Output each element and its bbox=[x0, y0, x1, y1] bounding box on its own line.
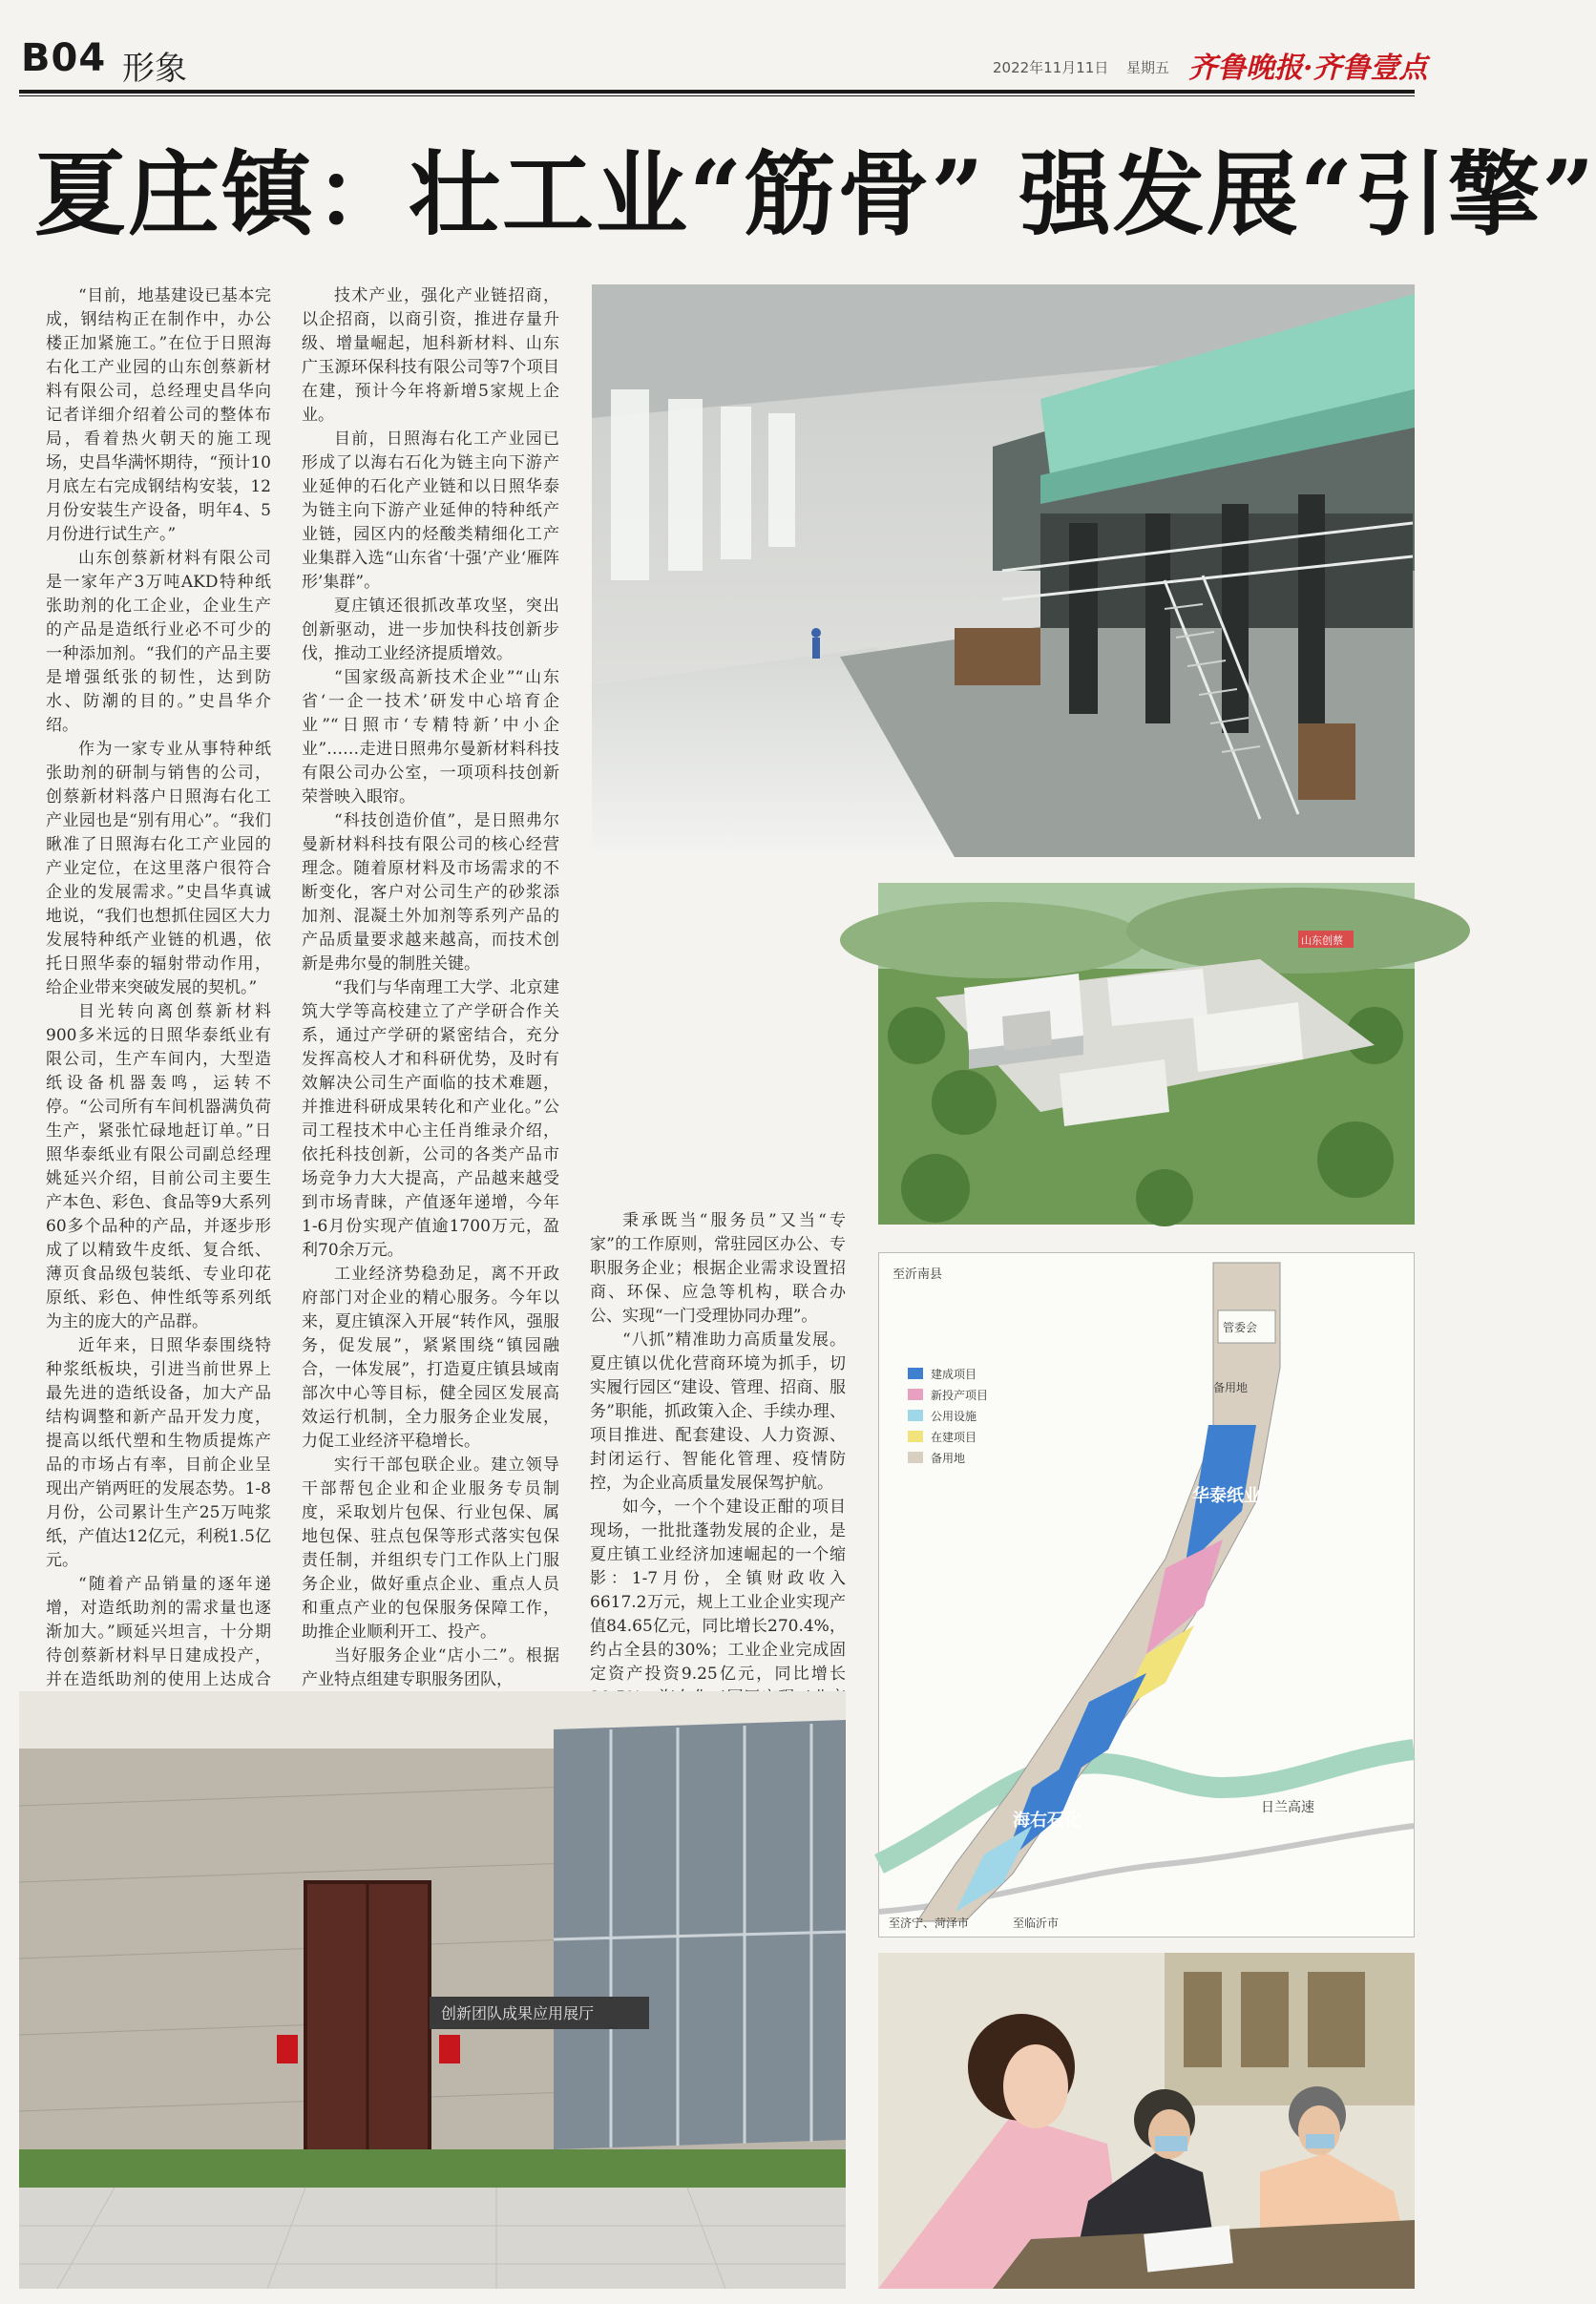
article-paragraph: 作为一家专业从事特种纸张助剂的研制与销售的公司，创蔡新材料落户日照海右化工产业园也是“别有用心”。“我们瞅准了日照海右化工产业园的产业定位，在这里落户很符合企业的发展需求。”史昌华真诚地说，“我们也想抓住园区大力发展特种纸产业链的机遇，依托日照华泰的辐射带动作用，给企业带来突破发展的契机。” bbox=[46, 740, 271, 997]
legend-swatch bbox=[908, 1431, 923, 1442]
article-paragraph: 当好服务企业“店小二”。根据产业特点组建专职服务团队， bbox=[302, 1646, 559, 1689]
article-paragraph: 实行干部包联企业。建立领导干部帮包企业和企业服务专员制度，采取划片包保、行业包保、属地包保、驻点包保等形式落实包保责任制，并组织专门工作队上门服务企业，做好重点企业、重点人员和重点产业的包保服务保障工作，助推企业顺利开工、投产。 bbox=[302, 1456, 559, 1642]
article-paragraph: “随着产品销量的逐年递增，对造纸助剂的需求量也逐渐加大。”顾延兴坦言，十分期待创蔡新材料早日建成投产，并在造纸助剂的使用上达成合 bbox=[46, 1575, 271, 1689]
page-number: B04 bbox=[21, 36, 107, 80]
article-paragraph: 山东创蔡新材料有限公司是一家年产3万吨AKD特种纸张助剂的化工企业，企业生产的产品是造纸行业必不可少的一种添加剂。“我们的产品主要是增强纸张的韧性，达到防水、防潮的目的。”史昌华介绍。 bbox=[46, 549, 271, 735]
legend-swatch bbox=[908, 1389, 923, 1400]
factory-aerial-rendering bbox=[878, 883, 1415, 1225]
article-column-3 bbox=[590, 1209, 846, 1684]
issue-date: 2022年11月11日 bbox=[993, 59, 1109, 76]
legend-label: 建成项目 bbox=[931, 1368, 977, 1381]
article-paragraph: 目光转向离创蔡新材料900多米远的日照华泰纸业有限公司，生产车间内，大型造纸设备机器轰鸣，运转不停。“公司所有车间机器满负荷生产，紧张忙碌地赶订单。”日照华泰纸业有限公司副总经理姚延兴介绍，目前公司主要生产本色、彩色、食品等9大系列60多个品种的产品，并逐步形成了以精致牛皮纸、复合纸、薄页食品级包装纸、专业印花原纸、彩色、伸性纸等系列纸为主的庞大的产品群。 bbox=[46, 1002, 271, 1331]
showroom-building-photo bbox=[19, 1691, 846, 2289]
legend-swatch bbox=[908, 1452, 923, 1463]
issue-weekday: 星期五 bbox=[1126, 59, 1170, 76]
meeting-photo bbox=[878, 1953, 1415, 2289]
factory-interior-photo bbox=[592, 284, 1415, 857]
article-paragraph: “我们与华南理工大学、北京建筑大学等高校建立了产学研合作关系，通过产学研的紧密结合，充分发挥高校人才和科研优势，及时有效解决公司生产面临的技术难题，并推进科研成果转化和产业化。”公司工程技术中心主任肖维录介绍，依托科技创新，公司的各类产品市场竞争力大大提高，产品越来越受到市场青睐，产值逐年递增，今年1-6月份实现产值逾1700万元，盈利70余万元。 bbox=[302, 978, 559, 1260]
article-paragraph: 目前，日照海右化工产业园已形成了以海右石化为链主向下游产业延伸的石化产业链和以日照华泰为链主向下游产业延伸的特种纸产业链，园区内的烃酸类精细化工产业集群入选“山东省‘十强’产业‘雁阵形’集群”。 bbox=[302, 429, 559, 592]
legend-swatch bbox=[908, 1368, 923, 1379]
article-column-2 bbox=[302, 284, 559, 1689]
article-paragraph: 如今，一个个建设正酣的项目现场，一批批蓬勃发展的企业，是夏庄镇工业经济加速崛起的一个缩影：1-7月份，全镇财政收入6617.2万元，规上工业企业实现产值84.65亿元，同比增长270.4%，约占全县的30%；工业企业完成固定资产投资9.25亿元，同比增长 bbox=[590, 1498, 846, 1684]
article-paragraph: 秉承既当“服务员”又当“专家”的工作原则，常驻园区办公、专职服务企业；根据企业需求设置招商、环保、应急等机构，联合办公、实现“一门受理协同办理”。 bbox=[590, 1211, 846, 1326]
headline: 夏庄镇：壮工业“筋骨” 强发展“引擎” bbox=[34, 140, 1596, 248]
article-paragraph: 夏庄镇还很抓改革攻坚，突出创新驱动，进一步加快科技创新步伐，推动工业经济提质增效。 bbox=[302, 597, 559, 663]
article-column-1 bbox=[46, 284, 271, 1689]
header-rule-thin bbox=[19, 95, 1415, 96]
article-paragraph: “目前，地基建设已基本完成，钢结构正在制作中，办公楼正加紧施工。”在位于日照海右化工产业园的山东创蔡新材料有限公司，总经理史昌华向记者详细介绍着公司的整体布局，看着热火朝天的施工现场，史昌华满怀期待，“预计10月底左右完成钢结构安装，12月份安装生产设备，明年4、5月份进行试生产。” bbox=[46, 286, 271, 544]
legend-label: 在建项目 bbox=[931, 1431, 977, 1444]
article-paragraph: “科技创造价值”，是日照弗尔曼新材料科技有限公司的核心经营理念。随着原材料及市场需求的不断变化，客户对公司生产的砂浆添加剂、混凝土外加剂等系列产品的产品质量要求越来越高，而技术创新是弗尔曼的制胜关键。 bbox=[302, 811, 559, 974]
map-park-a-label: 华泰纸业 bbox=[1192, 1486, 1261, 1506]
map-highway-label: 日兰高速 bbox=[1261, 1800, 1314, 1815]
map-reserve-label: 备用地 bbox=[1213, 1381, 1249, 1394]
article-paragraph: “国家级高新技术企业”“山东省‘一企一技术’研发中心培育企业”“日照市‘专精特新’中小企业”……走进日照弗尔曼新材料科技有限公司办公室，一项项科技创新荣誉映入眼帘。 bbox=[302, 668, 559, 806]
article-paragraph: 技术产业，强化产业链招商，以企招商，以商引资，推进存量升级、增量崛起，旭科新材料、山东广玉源环保科技有限公司等7个项目在建，预计今年将新增5家规上企业。 bbox=[302, 286, 559, 425]
section-name: 形象 bbox=[122, 50, 187, 88]
map-admin-label: 管委会 bbox=[1223, 1321, 1258, 1334]
map-north-label: 至沂南县 bbox=[892, 1267, 943, 1282]
showroom-sign: 创新团队成果应用展厅 bbox=[441, 2004, 595, 2022]
article-paragraph: “八抓”精准助力高质量发展。夏庄镇以优化营商环境为抓手，切实履行园区“建设、管理、招商、服务”职能，抓政策入企、手续办理、项目推进、配套建设、人力资源、封闭运行、智能化管理、疫情防控，为企业高质量发展保驾护航。 bbox=[590, 1330, 846, 1493]
industrial-park-map bbox=[878, 1252, 1415, 1937]
map-park-b-label: 海右石化 bbox=[1013, 1811, 1082, 1831]
map-southwest-label: 至济宁、菏泽市 bbox=[889, 1917, 970, 1930]
legend-label: 新投产项目 bbox=[931, 1389, 989, 1402]
header-rule bbox=[19, 90, 1415, 94]
article-paragraph: 近年来，日照华泰围绕特种浆纸板块，引进当前世界上最先进的造纸设备，加大产品结构调整和新产品开发力度，提高以纸代塑和生物质提炼产品的市场占有率，目前企业呈现出产销两旺的发展态势。1-8月份，公司累计生产25万吨浆纸，产值达12亿元，利税1.5亿元。 bbox=[46, 1336, 271, 1570]
rendering-sign: 山东创蔡 bbox=[1301, 934, 1343, 947]
newspaper-logo: 齐鲁晚报·齐鲁壹点 bbox=[1188, 52, 1428, 85]
map-south-label: 至临沂市 bbox=[1013, 1917, 1060, 1930]
legend-label: 公用设施 bbox=[931, 1410, 977, 1423]
legend-swatch bbox=[908, 1410, 923, 1421]
legend-label: 备用地 bbox=[931, 1452, 966, 1465]
article-paragraph: 工业经济势稳劲足，离不开政府部门对企业的精心服务。今年以来，夏庄镇深入开展“转作风，强服务，促发展”，紧紧围绕“镇园融合，一体发展”，打造夏庄镇县域南部次中心等目标，健全园区发展高效运行机制，全力服务企业发展，力促工业经济平稳增长。 bbox=[302, 1265, 559, 1451]
